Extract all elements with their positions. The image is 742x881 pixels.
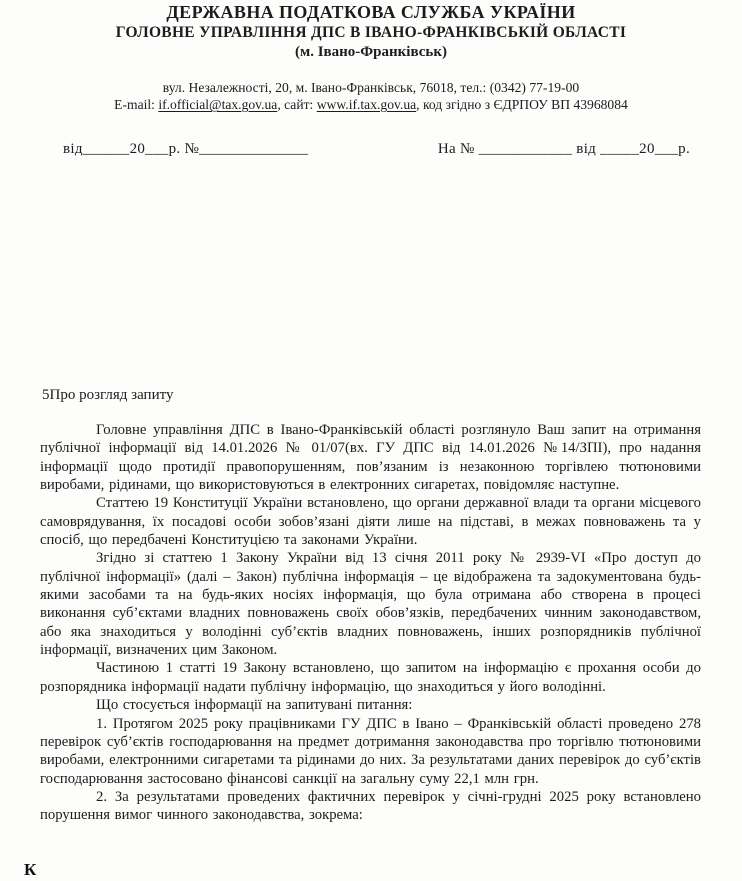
outgoing-ref-blank: від______20___р. №______________: [63, 141, 309, 157]
org-address-line: вул. Незалежності, 20, м. Івано-Франківськ, 76018, тел.: (0342) 77-19-00: [162, 80, 580, 95]
org-contact-line: [40, 96, 702, 113]
letterhead: [40, 2, 702, 113]
paragraph-questions-intro: Що стосується інформації на запитувані питання:: [96, 697, 413, 714]
paragraph-law-art1: Згідно зі статтею 1 Закону України від 13 січня 2011 року № 2939-VI «Про доступ до публічної інформації» (далі – Закон) публічна інформація – це відображена та задокументована будь-якими засобами та на будь-яких носіях інформація, що була отримана або створена в процесі виконання суб’єктами владних повноважень своїх обов’язків, передбачених чинним законодавством, або яка знаходиться у володінні суб’єктів владних повноважень, інших розпорядників публічної інформації, визначених цим Законом.: [40, 550, 701, 659]
website-link: www.if.tax.gov.ua: [316, 97, 417, 112]
paragraph-intro: Головне управління ДПС в Івано-Франківській області розглянуло Ваш запит на отримання публічної інформації від 14.01.2026 № 01/07(вх. ГУ ДПС від 14.01.2026 №14/ЗПІ), про надання інформації щодо протидії правопорушенням, пов’язаним із незаконною торгівлею тютюновими виробами, рідинами, що використовуються в електронних сигаретах, повідомляє наступне.: [40, 422, 701, 494]
paragraph-constitution-art19: Статтею 19 Конституції України встановлено, що органи державної влади та органи місцевого самоврядування, їх посадові особи зобов’язані діяти лише на підставі, в межах повноважень та у спосіб, що передбачені Конституцією та законами України.: [40, 495, 701, 549]
reference-line: [63, 141, 690, 158]
paragraph-answer-1: 1. Протягом 2025 року працівниками ГУ ДПС в Івано – Франківській області проведено 278 перевірок суб’єктів господарювання на предмет дотримання законодавства про торгівлю тютюновими виробами, електронними сигаретами та рідинами до них. За результатами даних перевірок до суб’єктів господарювання застосовано фінансові санкції на загальну суму 22,1 млн грн.: [40, 715, 701, 787]
site-label: , сайт:: [277, 97, 317, 112]
org-name-line1: ДЕРЖАВНА ПОДАТКОВА СЛУЖБА УКРАЇНИ: [166, 2, 576, 22]
email-link: if.official@tax.gov.ua: [158, 97, 278, 112]
paragraph-law-art19: Частиною 1 статті 19 Закону встановлено, що запитом на інформацію є прохання особи до розпорядника інформації надати публічну інформацію, що знаходиться у його володінні.: [40, 660, 701, 695]
org-name-line2: ГОЛОВНЕ УПРАВЛІННЯ ДПС В ІВАНО-ФРАНКІВСЬКІЙ ОБЛАСТІ: [115, 24, 627, 41]
org-city-line: (м. Івано-Франківськ): [295, 44, 447, 60]
email-label: E-mail:: [114, 97, 159, 112]
subject-line: 5Про розгляд запиту: [42, 387, 174, 403]
letter-body: [40, 421, 701, 825]
edrpou-text: , код згідно з ЄДРПОУ ВП 43968084: [416, 97, 628, 112]
incoming-ref-blank: На № ____________ від _____20___р.: [437, 141, 690, 157]
scan-corner-mark: К: [24, 860, 37, 879]
paragraph-answer-2: 2. За результатами проведених фактичних перевірок у січні-грудні 2025 року встановлено порушення вимог чинного законодавства, зокрема:: [40, 788, 701, 824]
